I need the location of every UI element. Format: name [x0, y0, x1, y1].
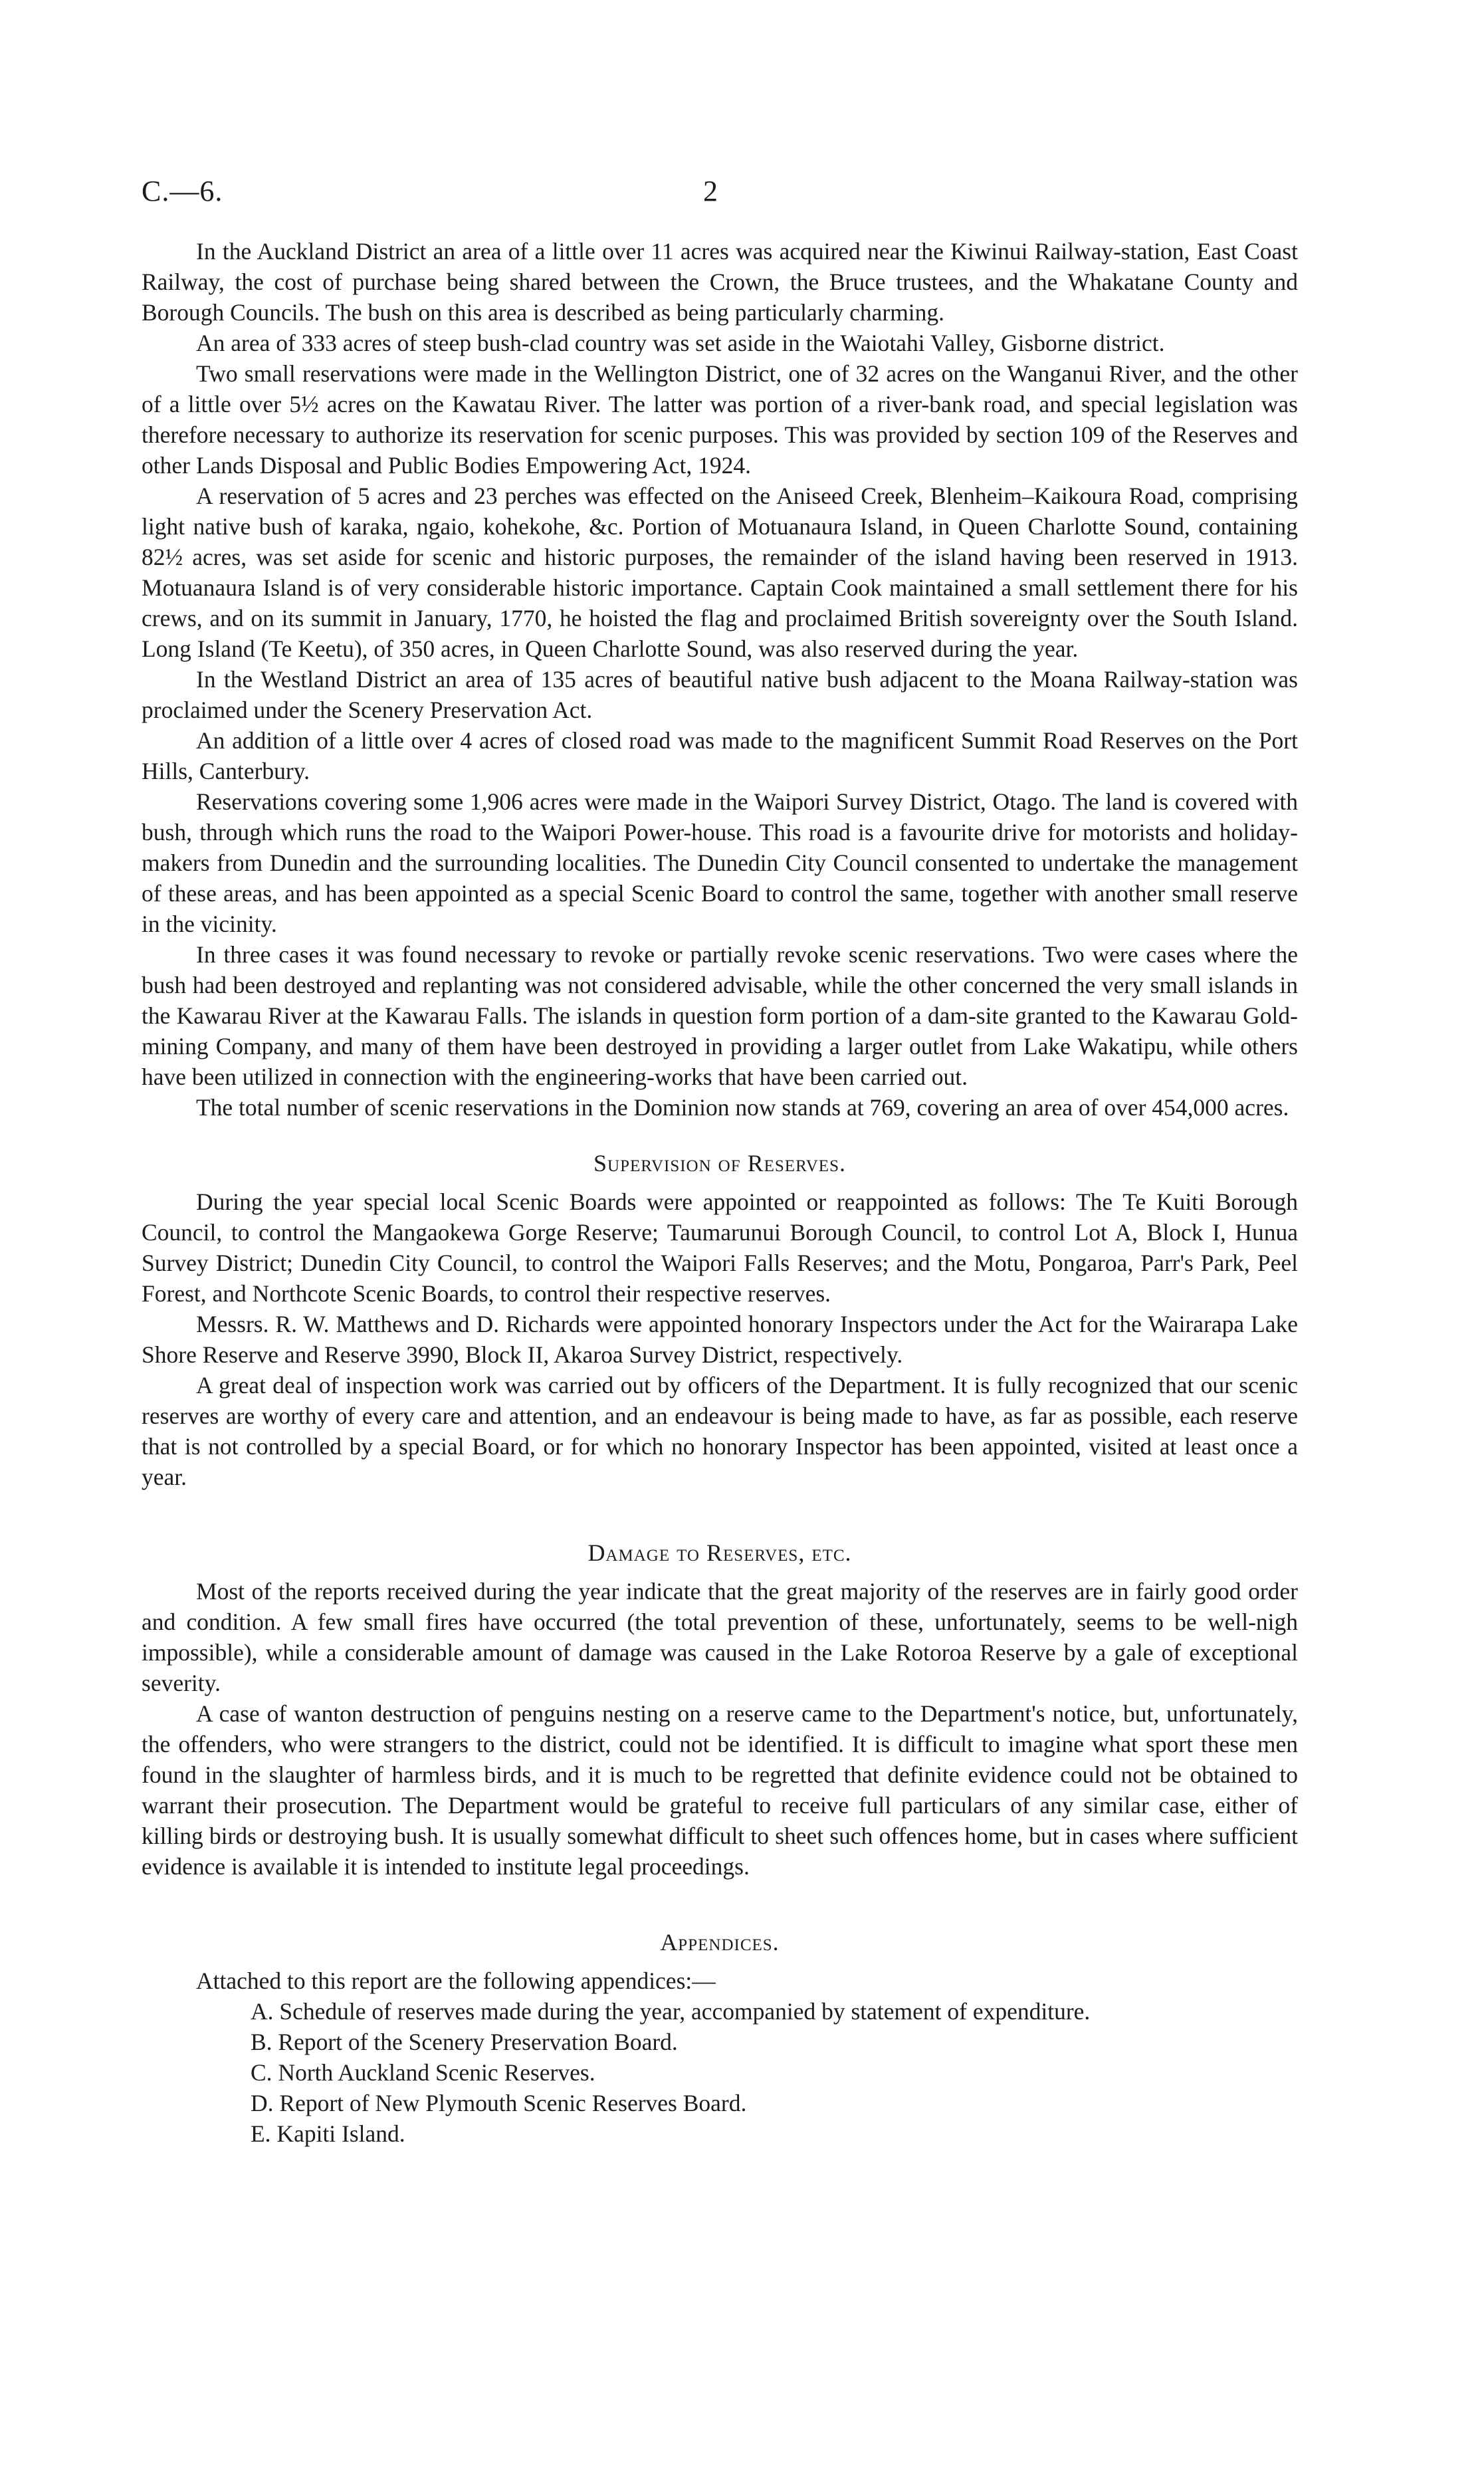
section-heading-damage: Damage to Reserves, etc.: [587, 1539, 852, 1566]
paragraph: In the Auckland District an area of a little over 11 acres was acquired near the Kiwinui Railway-station, East Coast Railway, the cost of purchase being shared between the Crown, the Bruce trustees, and the Whakatane County and Borough Councils. The bush on this area is described as being particularly charming.: [142, 238, 1298, 326]
list-item: A. Schedule of reserves made during the year, accompanied by statement of expenditure.: [251, 1998, 1091, 2025]
paragraph: Messrs. R. W. Matthews and D. Richards were appointed honorary Inspectors under the Act for the Wairarapa Lake Shore Reserve and Reserve 3990, Block II, Akaroa Survey District, respectively.: [142, 1311, 1298, 1368]
section-heading-appendices: Appendices.: [660, 1929, 780, 1956]
paragraph: An area of 333 acres of steep bush-clad country was set aside in the Waiotahi Valley, Gisborne district.: [196, 330, 1165, 356]
appendices-list: [142, 1996, 1298, 2149]
list-item: C. North Auckland Scenic Reserves.: [251, 2059, 595, 2086]
list-item: E. Kapiti Island.: [251, 2120, 405, 2147]
paragraph: In three cases it was found necessary to revoke or partially revoke scenic reservations. Two were cases where the bush had been destroyed and replanting was not considered advisable, while the other concerned the very small islands in the Kawarau River at the Kawarau Falls. The islands in question form portion of a dam-site granted to the Kawarau Gold-mining Company, and many of them have been destroyed in providing a larger outlet from Lake Wakatipu, while others have been utilized in connection with the engineering-works that have been carried out.: [142, 941, 1298, 1090]
paragraph: Reservations covering some 1,906 acres were made in the Waipori Survey District, Otago. The land is covered with bush, through which runs the road to the Waipori Power-house. This road is a favourite drive for motorists and holiday-makers from Dunedin and the surrounding localities. The Dunedin City Council consented to undertake the management of these areas, and has been appointed as a special Scenic Board to control the same, together with another small reserve in the vicinity.: [142, 788, 1298, 937]
paragraph: Most of the reports received during the year indicate that the great majority of the reserves are in fairly good order and condition. A few small fires have occurred (the total prevention of these, unfortunately, seems to be well-nigh impossible), while a considerable amount of damage was caused in the Lake Rotoroa Reserve by a gale of exceptional severity.: [142, 1578, 1298, 1696]
paragraph: A case of wanton destruction of penguins nesting on a reserve came to the Department's notice, but, unfortunately, the offenders, who were strangers to the district, could not be identified. It is difficult to imagine what sport these men found in the slaughter of harmless birds, and it is much to be regretted that definite evidence could not be obtained to warrant their prosecution. The Department would be grateful to receive full particulars of any similar case, either of killing birds or destroying bush. It is usually somewhat difficult to sheet such offences home, but in cases where sufficient evidence is available it is intended to institute legal proceedings.: [142, 1700, 1298, 1880]
paragraph: During the year special local Scenic Boards were appointed or reappointed as follows: The Te Kuiti Borough Council, to control the Mangaokewa Gorge Reserve; Taumarunui Borough Council, to control Lot A, Block I, Hunua Survey District; Dunedin City Council, to control the Waipori Falls Reserves; and the Motu, Pongaroa, Parr's Park, Peel Forest, and Northcote Scenic Boards, to control their respective reserves.: [142, 1188, 1298, 1307]
paragraph: An addition of a little over 4 acres of closed road was made to the magnificent Summit Road Reserves on the Port Hills, Canterbury.: [142, 727, 1298, 784]
paragraph: In the Westland District an area of 135 acres of beautiful native bush adjacent to the Moana Railway-station was proclaimed under the Scenery Preservation Act.: [142, 666, 1298, 723]
body-text: [142, 236, 1298, 2149]
appendices-intro: Attached to this report are the following appendices:—: [196, 1967, 716, 1994]
page-header: [142, 174, 1344, 214]
section-heading-supervision: Supervision of Reserves.: [593, 1150, 846, 1177]
page-number: 2: [703, 175, 718, 207]
paragraph: The total number of scenic reservations in the Dominion now stands at 769, covering an area of over 454,000 acres.: [196, 1094, 1289, 1121]
paragraph: Two small reservations were made in the Wellington District, one of 32 acres on the Wanganui River, and the other of a little over 5½ acres on the Kawatau River. The latter was portion of a river-bank road, and special legislation was therefore necessary to authorize its reservation for scenic purposes. This was provided by section 109 of the Reserves and other Lands Disposal and Public Bodies Empowering Act, 1924.: [142, 360, 1298, 479]
list-item: B. Report of the Scenery Preservation Board.: [251, 2029, 678, 2055]
paragraph: A reservation of 5 acres and 23 perches was effected on the Aniseed Creek, Blenheim–Kaikoura Road, comprising light native bush of karaka, ngaio, kohekohe, &c. Portion of Motuanaura Island, in Queen Charlotte Sound, containing 82½ acres, was set aside for scenic and historic purposes, the remainder of the island having been reserved in 1913. Motuanaura Island is of very considerable historic importance. Captain Cook maintained a small settlement there for his crews, and on its summit in January, 1770, he hoisted the flag and proclaimed British sovereignty over the South Island. Long Island (Te Keetu), of 350 acres, in Queen Charlotte Sound, was also reserved during the year.: [142, 483, 1298, 662]
paragraph: A great deal of inspection work was carried out by officers of the Department. It is fully recognized that our scenic reserves are worthy of every care and attention, and an endeavour is being made to have, as far as possible, each reserve that is not controlled by a special Board, or for which no honorary Inspector has been appointed, visited at least once a year.: [142, 1372, 1298, 1490]
list-item: D. Report of New Plymouth Scenic Reserves Board.: [251, 2090, 747, 2116]
document-reference: C.—6.: [142, 175, 223, 207]
